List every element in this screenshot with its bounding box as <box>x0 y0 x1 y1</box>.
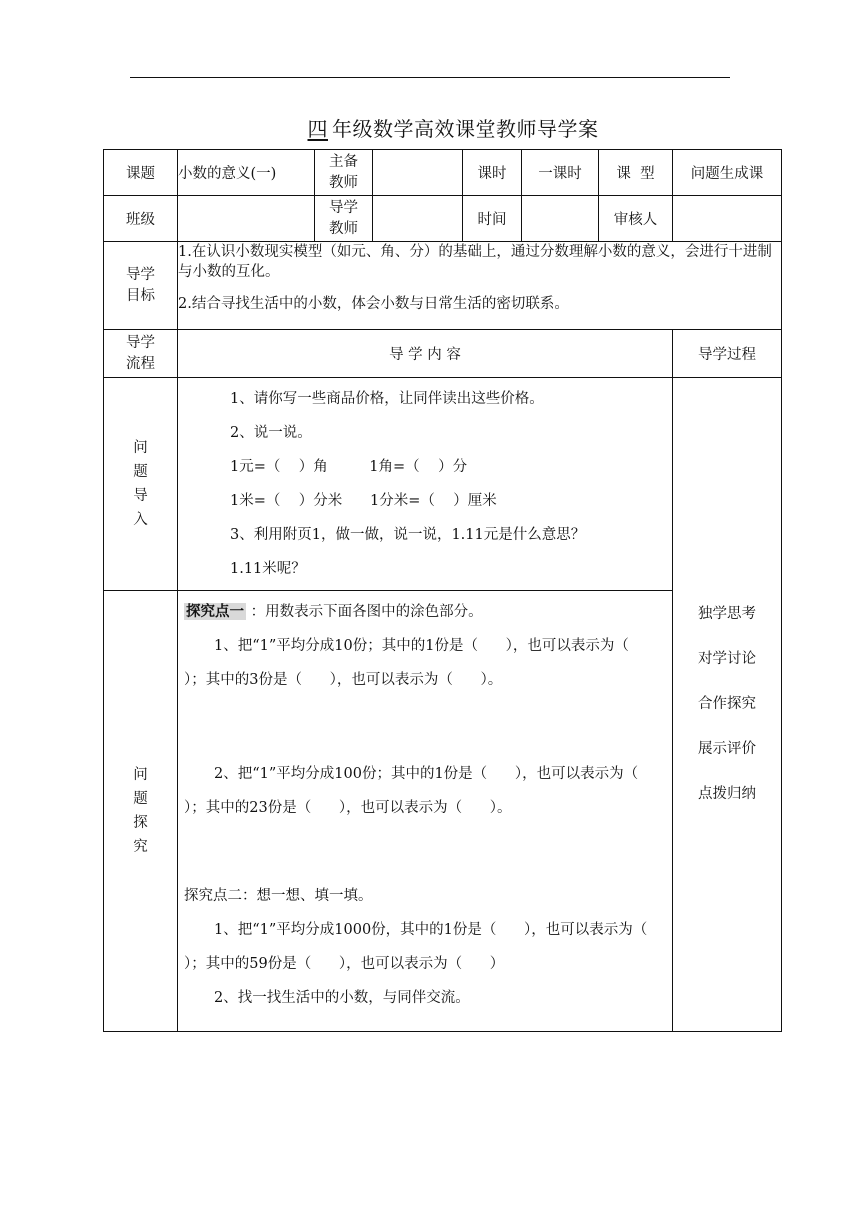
process-step: 对学讨论 <box>698 651 756 667</box>
page-title <box>0 113 860 142</box>
guide-teacher-value[interactable] <box>373 196 463 242</box>
class-value[interactable] <box>178 196 315 242</box>
title-text: 年级数学高效课堂教师导学案 <box>332 117 599 141</box>
process-header: 导学过程 <box>673 330 782 378</box>
explore-label-char: 究 <box>133 839 148 855</box>
main-teacher-label-line1: 主备 <box>329 153 358 170</box>
content-header: 导 学 内 容 <box>178 330 673 378</box>
intro-label-char: 题 <box>133 464 148 480</box>
point2-question-1: 1、把“1”平均分成1000份，其中的1份是（ ），也可以表示为（ ）；其中的59份是（ ），也可以表示为（ ） <box>184 922 675 972</box>
intro-line: 1.11米呢？ <box>230 561 306 577</box>
goals-content <box>178 242 782 330</box>
header-rule <box>130 77 730 78</box>
class-label: 班级 <box>104 196 178 242</box>
intro-line: 1米=（ ）分米 1分米=（ ）厘米 <box>230 493 497 509</box>
explore-label-char: 问 <box>133 767 148 783</box>
flow-label-line2: 流程 <box>126 355 155 372</box>
guide-teacher-label-line2: 教师 <box>329 220 358 237</box>
type-label: 课 型 <box>599 150 673 196</box>
goals-label-line1: 导学 <box>126 266 155 283</box>
goals-label-line2: 目标 <box>126 287 155 304</box>
main-teacher-label-line2: 教师 <box>329 174 358 191</box>
type-value[interactable]: 问题生成课 <box>673 150 782 196</box>
intro-label-char: 入 <box>133 512 148 528</box>
main-teacher-value[interactable] <box>373 150 463 196</box>
explore-content <box>178 591 673 1032</box>
reviewer-value[interactable] <box>673 196 782 242</box>
intro-content <box>178 378 673 591</box>
reviewer-label: 审核人 <box>599 196 673 242</box>
intro-line: 1、请你写一些商品价格，让同伴读出这些价格。 <box>230 391 544 407</box>
info-row-1 <box>104 150 782 196</box>
hours-value[interactable]: 一课时 <box>522 150 599 196</box>
intro-line: 2、说一说。 <box>230 425 312 441</box>
main-teacher-label <box>315 150 373 196</box>
explore-label-char: 探 <box>133 815 148 831</box>
goals-label <box>104 242 178 330</box>
explore-label-char: 题 <box>133 791 148 807</box>
point1-text: ：用数表示下面各图中的涂色部分。 <box>246 604 483 620</box>
process-step: 点拨归纳 <box>698 786 756 802</box>
process-step: 展示评价 <box>698 741 756 757</box>
topic-label: 课题 <box>104 150 178 196</box>
intro-label-char: 导 <box>133 488 148 504</box>
goals-row <box>104 242 782 330</box>
flow-label <box>104 330 178 378</box>
goal-item: 2.结合寻找生活中的小数，体会小数与日常生活的密切联系。 <box>178 296 569 312</box>
time-label: 时间 <box>463 196 522 242</box>
explore-point-1 <box>184 595 666 629</box>
flow-label-line1: 导学 <box>126 334 155 351</box>
figure-space <box>184 825 666 879</box>
figure-space <box>184 697 666 757</box>
hours-label: 课时 <box>463 150 522 196</box>
topic-value[interactable]: 小数的意义(一) <box>178 150 315 196</box>
intro-line: 3、利用附页1，做一做，说一说，1.11元是什么意思？ <box>230 527 586 543</box>
time-value[interactable] <box>522 196 599 242</box>
grade-field[interactable]: 四 <box>307 117 328 141</box>
point1-tag: 探究点一 <box>186 603 244 620</box>
intro-row <box>104 378 782 591</box>
flow-header-row <box>104 330 782 378</box>
point1-question-1: 1、把“1”平均分成10份；其中的1份是（ ），也可以表示为（ ）；其中的3份是（ ），也可以表示为（ ）。 <box>184 638 657 688</box>
intro-label <box>104 378 178 591</box>
point1-question-2: 2、把“1”平均分成100份；其中的1份是（ ），也可以表示为（ ）；其中的23份是（ ），也可以表示为（ ）。 <box>184 766 666 816</box>
explore-point-2: 探究点二：想一想、填一填。 <box>184 888 373 904</box>
explore-label <box>104 591 178 1032</box>
lesson-plan-table <box>103 149 782 1032</box>
process-step: 合作探究 <box>698 696 756 712</box>
guide-teacher-label-line1: 导学 <box>329 199 358 216</box>
process-column <box>673 378 782 1032</box>
process-step: 独学思考 <box>698 606 756 622</box>
point2-question-2: 2、找一找生活中的小数，与同伴交流。 <box>214 990 470 1006</box>
intro-label-char: 问 <box>133 440 148 456</box>
goal-item: 1.在认识小数现实模型（如元、角、分）的基础上，通过分数理解小数的意义，会进行十进制与小数的互化。 <box>178 244 772 280</box>
info-row-2 <box>104 196 782 242</box>
intro-line: 1元=（ ）角 1角=（ ）分 <box>230 459 468 475</box>
guide-teacher-label <box>315 196 373 242</box>
